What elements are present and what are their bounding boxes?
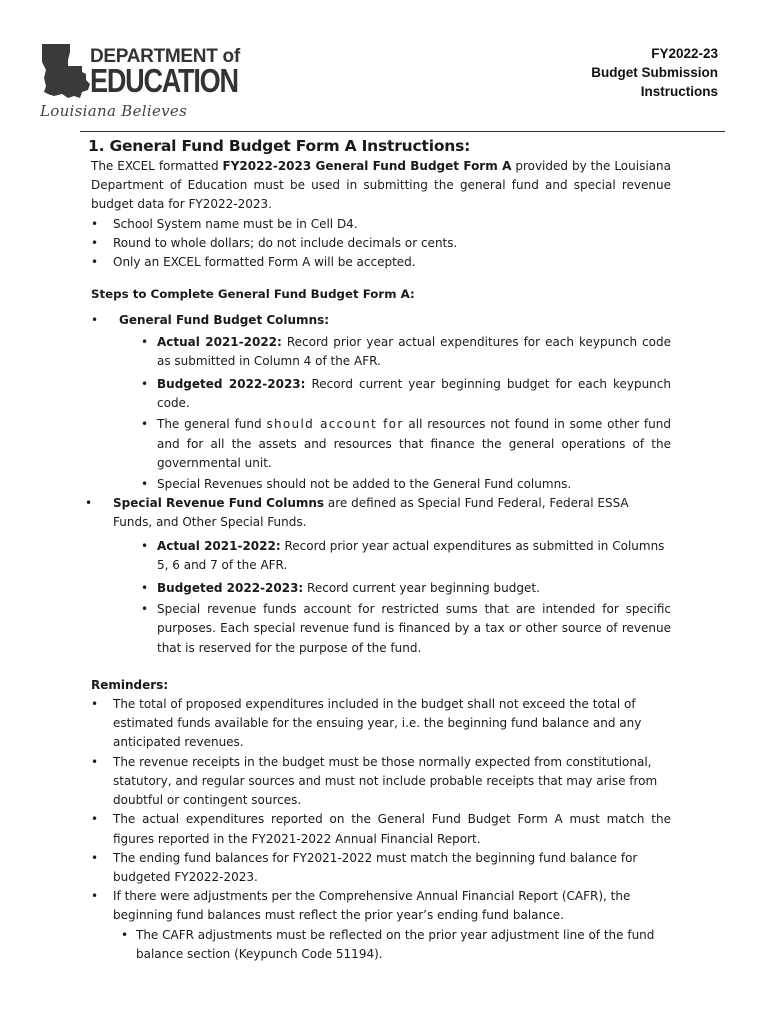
budgeted-text: Record current year beginning budget. (303, 581, 540, 596)
general-fund-text-start: The general fund (157, 417, 267, 432)
list-item: • The revenue receipts in the budget must be those normally expected from constitutional, statutory, and regular sources and must not include probable receipts that may arise from doubtful or contingent sources. (91, 753, 671, 811)
header-divider (80, 131, 725, 132)
budgeted-label: Budgeted 2022-2023: (157, 581, 304, 596)
list-item: • Special Revenues should not be added to the General Fund columns. (131, 475, 671, 494)
list-item: • Special revenue funds account for restricted sums that are intended for specific purposes. Each special revenue fund is financed by a tax or other source of revenue that is reserved for the purpose of the fund. (131, 600, 671, 658)
list-item: • School System name must be in Cell D4. (91, 215, 671, 234)
general-fund-text-end: all resources not found in some other fund and for all the assets and resources that finance the general operations of the governmental unit. (157, 417, 671, 470)
reminders-heading: Reminders: (91, 677, 169, 692)
section-title: 1. General Fund Budget Form A Instructions: (88, 137, 471, 155)
actual-label: Actual 2021-2022: (157, 334, 282, 349)
list-item: • The actual expenditures reported on the General Fund Budget Form A must match the figures reported in the FY2021-2022 Annual Financial Report. (91, 810, 671, 848)
list-item (131, 537, 671, 575)
requirements-list (91, 215, 671, 273)
header-fiscal-year: FY2022-23 (651, 46, 718, 61)
logo-line-1: DEPARTMENT of (90, 46, 240, 67)
list-item: • The CAFR adjustments must be reflected on the prior year adjustment line of the fund balance section (Keypunch Code 51194). (91, 926, 671, 964)
department-logo (40, 42, 240, 124)
list-item: • Round to whole dollars; do not include decimals or cents. (91, 234, 671, 253)
special-revenue-columns-text: are defined as Special Fund Federal, Federal ESSA Funds, and Other Special Funds. (113, 496, 629, 530)
list-item (131, 415, 671, 473)
special-revenue-columns-item (85, 494, 671, 658)
header-subtitle: Instructions (640, 84, 718, 99)
list-item: • The ending fund balances for FY2021-2022 must match the beginning fund balance for budgeted FY2022-2023. (91, 849, 671, 887)
general-fund-columns-item (91, 311, 671, 494)
list-item (131, 375, 671, 413)
budgeted-label: Budgeted 2022-2023: (157, 377, 306, 392)
steps-list (91, 311, 671, 657)
section-intro (91, 157, 671, 215)
general-fund-text-spaced: should account for (266, 417, 404, 432)
logo-line-2: EDUCATION (90, 62, 238, 99)
list-item: • The total of proposed expenditures included in the budget shall not exceed the total of estimated funds available for the ensuing year, i.e. the beginning fund balance and any anticipated revenues. (91, 695, 671, 753)
general-fund-columns-title: General Fund Budget Columns: (119, 313, 330, 328)
list-item: • Only an EXCEL formatted Form A will be accepted. (91, 253, 671, 272)
special-revenue-columns-title: Special Revenue Fund Columns (113, 496, 325, 511)
reminders-sublist (91, 926, 671, 964)
document-header (591, 44, 718, 101)
special-revenue-sublist (131, 537, 671, 658)
budgeted-text: Record current year beginning budget for each keypunch code. (157, 377, 671, 411)
cafr-reminder-text: If there were adjustments per the Comprehensive Annual Financial Report (CAFR), the beginning fund balances must reflect the prior year’s ending fund balance. (113, 889, 631, 923)
list-item (91, 887, 671, 925)
reminders-list (91, 695, 671, 925)
intro-text-end: provided by the Louisiana Department of Education must be used in submitting the general fund and special revenue budget data for FY2022-2023. (91, 159, 671, 212)
actual-text: Record prior year actual expenditures for each keypunch code as submitted in Column 4 of the AFR. (157, 334, 671, 368)
actual-text: Record prior year actual expenditures as submitted in Columns 5, 6 and 7 of the AFR. (157, 538, 665, 572)
header-title: Budget Submission (591, 65, 718, 80)
document-body (88, 135, 671, 964)
louisiana-state-icon (40, 42, 92, 102)
intro-form-name: FY2022-2023 General Fund Budget Form A (222, 159, 512, 173)
list-item (131, 333, 671, 371)
general-fund-sublist (131, 333, 671, 495)
list-item (131, 579, 671, 598)
logo-tagline: Louisiana Believes (40, 102, 188, 120)
actual-label: Actual 2021-2022: (157, 538, 281, 553)
intro-text-start: The EXCEL formatted (91, 159, 223, 173)
steps-heading: Steps to Complete General Fund Budget Form A: (91, 287, 415, 302)
